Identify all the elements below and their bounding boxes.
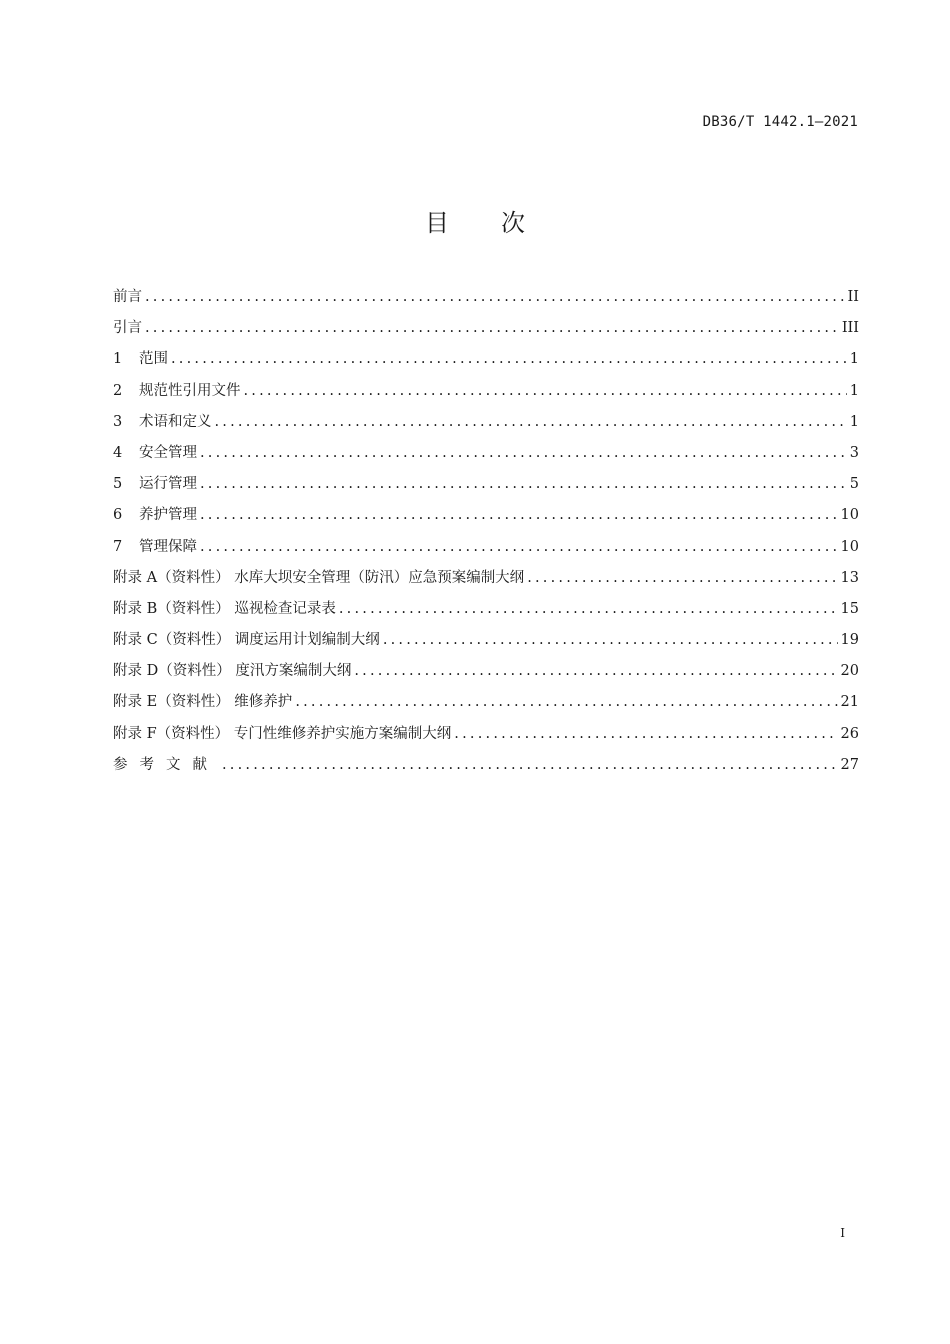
toc-entry-label: 附录 C（资料性） 调度运用计划编制大纲 xyxy=(113,632,380,649)
toc-entry-number: 6 xyxy=(113,507,123,524)
toc-entry-label: 术语和定义 xyxy=(139,413,212,430)
toc-entry-label: 规范性引用文件 xyxy=(139,382,241,399)
toc-entry-introduction[interactable] xyxy=(113,313,859,344)
toc-entry-number: 4 xyxy=(113,444,123,461)
toc-entry-appendix-b[interactable] xyxy=(113,594,859,625)
title-char-1: 目 xyxy=(425,209,449,237)
toc-dot-leader xyxy=(200,500,838,531)
toc-entry-page: II xyxy=(847,289,859,305)
toc-entry-label: 安全管理 xyxy=(139,444,197,461)
toc-entry-page: 27 xyxy=(840,756,859,773)
toc-entry-page: 1 xyxy=(849,351,859,368)
toc-entry-bibliography[interactable] xyxy=(113,750,859,781)
toc-entry-page: 1 xyxy=(849,413,859,430)
toc-entry-foreword[interactable] xyxy=(113,282,859,313)
toc-entry-number: 3 xyxy=(113,413,123,430)
toc-entry-label: 附录 F（资料性） 专门性维修养护实施方案编制大纲 xyxy=(113,725,452,742)
toc-dot-leader xyxy=(145,282,845,313)
toc-entry-label: 运行管理 xyxy=(139,476,197,493)
toc-entry-page: 15 xyxy=(840,600,859,617)
toc-entry-page: 26 xyxy=(840,725,859,742)
toc-entry-label: 养护管理 xyxy=(139,507,197,524)
toc-entry-label: 附录 B（资料性） 巡视检查记录表 xyxy=(113,600,336,617)
toc-dot-leader xyxy=(339,594,838,625)
title-char-2: 次 xyxy=(501,209,525,237)
toc-entry-appendix-c[interactable] xyxy=(113,625,859,656)
toc-entry-maintenance-management[interactable] xyxy=(113,500,859,531)
toc-entry-label: 范围 xyxy=(139,351,168,368)
toc-dot-leader xyxy=(244,376,847,407)
toc-dot-leader xyxy=(215,407,847,438)
toc-dot-leader xyxy=(383,625,838,656)
toc-entry-page: 21 xyxy=(840,694,859,711)
toc-entry-page: 3 xyxy=(849,444,859,461)
toc-entry-page: III xyxy=(841,320,859,337)
toc-entry-page: 13 xyxy=(840,569,859,586)
toc-entry-normative-references[interactable] xyxy=(113,376,859,407)
toc-entry-management-assurance[interactable] xyxy=(113,532,859,563)
toc-entry-appendix-f[interactable] xyxy=(113,719,859,750)
toc-entry-page: 10 xyxy=(840,507,859,524)
toc-entry-number: 7 xyxy=(113,538,123,555)
toc-entry-page: 20 xyxy=(840,663,859,680)
page-title xyxy=(0,205,950,241)
toc-entry-label: 附录 A（资料性） 水库大坝安全管理（防汛）应急预案编制大纲 xyxy=(113,569,525,586)
toc-entry-appendix-a[interactable] xyxy=(113,563,859,594)
toc-entry-label: 参考文献 xyxy=(113,756,219,773)
toc-entry-page: 19 xyxy=(840,632,859,649)
toc-dot-leader xyxy=(454,719,837,750)
toc-entry-label: 附录 D（资料性） 度汛方案编制大纲 xyxy=(113,663,352,680)
toc-dot-leader xyxy=(171,344,847,375)
toc-entry-label: 前言 xyxy=(113,289,142,305)
toc-entry-safety-management[interactable] xyxy=(113,438,859,469)
toc-dot-leader xyxy=(295,687,837,718)
toc-entry-appendix-d[interactable] xyxy=(113,656,859,687)
toc-entry-scope[interactable] xyxy=(113,344,859,375)
toc-dot-leader xyxy=(145,313,839,344)
toc-entry-label: 引言 xyxy=(113,320,142,337)
toc-entry-number: 2 xyxy=(113,382,123,399)
toc-entry-label: 管理保障 xyxy=(139,538,197,555)
page-number: I xyxy=(840,1226,845,1240)
toc-dot-leader xyxy=(200,532,838,563)
toc-entry-terms-definitions[interactable] xyxy=(113,407,859,438)
toc-entry-page: 10 xyxy=(840,538,859,555)
document-code: DB36/T 1442.1—2021 xyxy=(702,114,858,130)
toc-entry-number: 1 xyxy=(113,351,123,368)
toc-entry-label: 附录 E（资料性） 维修养护 xyxy=(113,694,293,711)
toc-dot-leader xyxy=(222,750,838,781)
toc-entry-page: 5 xyxy=(849,476,859,493)
toc-dot-leader xyxy=(200,469,847,500)
toc-dot-leader xyxy=(200,438,847,469)
toc-dot-leader xyxy=(527,563,837,594)
toc-dot-leader xyxy=(354,656,837,687)
toc-entry-page: 1 xyxy=(849,382,859,399)
toc-entry-operation-management[interactable] xyxy=(113,469,859,500)
toc-entry-appendix-e[interactable] xyxy=(113,687,859,718)
table-of-contents xyxy=(113,282,859,781)
toc-entry-number: 5 xyxy=(113,476,123,493)
